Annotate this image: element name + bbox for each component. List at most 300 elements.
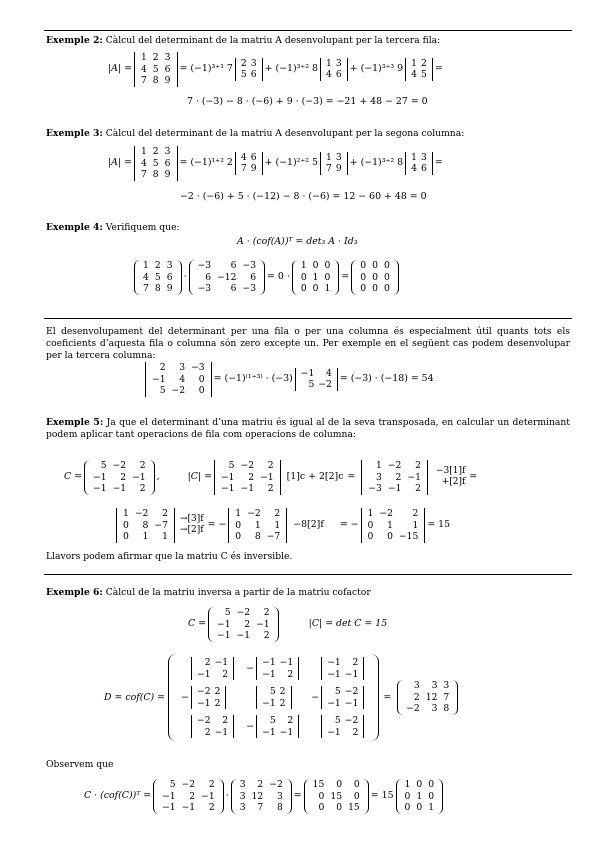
minor-1 <box>235 58 263 81</box>
matrix-entry: −1 <box>327 668 341 680</box>
matrix-entry: 8 <box>443 703 450 715</box>
note-expansion <box>143 362 434 397</box>
matrix-d <box>397 680 458 715</box>
matrix-entry: 3 <box>239 790 246 802</box>
cofactor-minor <box>191 657 234 680</box>
matrix-entry: −1 <box>262 668 276 680</box>
example-4-product <box>132 260 401 295</box>
matrix-entry: 2 <box>415 460 421 471</box>
matrix-entry: 6 <box>164 63 171 75</box>
equals: = <box>469 471 478 483</box>
matrix-entry: −12 <box>217 271 237 283</box>
final-value: = 15 <box>427 519 451 531</box>
matrix-entry: 1 <box>142 531 149 542</box>
matrix-entry: 4 <box>240 151 247 163</box>
matrix-entry: 3 <box>431 680 438 692</box>
matrix-entry: −1 <box>214 657 229 668</box>
matrix-entry: −2 <box>171 385 186 396</box>
equals: = <box>383 691 392 703</box>
term-1: = (−1)³⁺¹ 7 <box>179 63 233 75</box>
matrix-entry: 3 <box>335 57 342 69</box>
cofactor-grid <box>176 654 371 741</box>
matrix-entry: −1 <box>152 373 166 385</box>
matrix-entry: 5 <box>152 63 159 75</box>
det-matrix <box>134 146 178 181</box>
matrix-entry: −1 <box>197 697 211 709</box>
matrix-entry: 1 <box>312 271 319 283</box>
cofactor-sign: − <box>246 662 254 674</box>
matrix-entry: 4 <box>411 163 417 175</box>
example-text: Càlcul del determinant de la matriu A desenvolupant per la segona columna: <box>105 128 465 139</box>
matrix-entry: 0 <box>353 779 360 790</box>
matrix-entry: 5 <box>420 69 427 81</box>
matrix-entry: 2 <box>279 697 286 709</box>
minor-3 <box>405 58 433 81</box>
matrix-entry: 1 <box>326 151 332 163</box>
minor-2 <box>320 58 348 81</box>
matrix-entry: 0 <box>353 790 360 802</box>
matrix-entry: −1 <box>214 726 229 738</box>
matrix-entry: 2 <box>222 668 229 680</box>
cofactor-minor <box>256 657 299 680</box>
matrix-entry: 1 <box>162 531 168 542</box>
matrix-entry: 0 <box>123 519 129 531</box>
matrix-entry: −1 <box>300 367 315 379</box>
matrix-entry: 0 <box>318 802 325 813</box>
cofactor-minor <box>321 715 364 738</box>
matrix-entry: −2 <box>387 460 402 471</box>
matrix-entry: −2 <box>269 779 283 790</box>
matrix-entry: 0 <box>372 283 378 294</box>
identity-statement: A · (cof(A))ᵀ = det₃ A · Id₃ <box>237 236 358 247</box>
matrix-entry: 5 <box>152 157 159 169</box>
det-lhs: |C| = <box>187 471 212 483</box>
matrix-entry: −3 <box>197 283 212 294</box>
matrix-entry: −1 <box>327 657 341 668</box>
matrix-entry: 5 <box>159 385 166 396</box>
matrix-entry: 2 <box>204 726 211 738</box>
minor-3 <box>405 152 433 175</box>
equals-15: = 15 <box>370 790 394 802</box>
matrix-entry: −1 <box>279 657 294 668</box>
matrix-entry: 7 <box>257 802 264 813</box>
matrix-entry: 8 <box>142 519 149 531</box>
matrix-entry: 5 <box>334 686 341 697</box>
matrix-entry: 3 <box>164 52 171 63</box>
example-6-verification <box>84 779 445 814</box>
matrix-entry: −15 <box>398 531 419 542</box>
det-matrix <box>134 52 178 87</box>
matrix-entry: 3 <box>239 802 246 813</box>
example-label: Exemple 4: <box>46 222 103 233</box>
matrix-entry: 6 <box>166 271 173 283</box>
matrix-entry: −1 <box>344 697 359 709</box>
matrix-entry: 1 <box>300 260 307 271</box>
c-lhs: C = <box>64 471 83 483</box>
matrix-entry: 2 <box>267 483 274 494</box>
det-step-2 <box>361 460 428 495</box>
matrix-entry: 2 <box>263 630 270 641</box>
matrix-entry: 12 <box>251 790 264 802</box>
matrix-entry: −1 <box>256 618 270 630</box>
matrix-entry: 0 <box>383 283 390 294</box>
matrix-entry: 0 <box>360 283 367 294</box>
matrix-c <box>208 607 279 642</box>
matrix-entry: 6 <box>230 260 237 271</box>
matrix-entry: −2 <box>236 607 251 618</box>
divider <box>44 318 572 319</box>
example-text: Verifiquem que: <box>105 222 180 233</box>
minor-1 <box>295 368 338 391</box>
equals: = <box>347 471 356 483</box>
matrix-entry: −1 <box>407 471 421 483</box>
example-2-result: 7 · (−3) − 8 · (−6) + 9 · (−3) = −21 + 48 − 27 = 0 <box>187 96 428 107</box>
example-6-heading <box>46 587 570 599</box>
observe-label: Observem que <box>46 759 114 770</box>
matrix-entry: −1 <box>344 668 359 680</box>
matrix-entry: 7 <box>240 163 247 175</box>
matrix-entry: 7 <box>143 283 149 294</box>
matrix-entry: −1 <box>327 697 341 709</box>
matrix-entry: −7 <box>154 519 168 531</box>
matrix-entry: 0 <box>318 790 325 802</box>
matrix-entry: 15 <box>348 802 360 813</box>
matrix-entry: 1 <box>123 508 129 519</box>
matrix-entry: 2 <box>352 657 359 668</box>
matrix-entry: 0 <box>367 519 374 531</box>
matrix-entry: 0 <box>416 779 423 790</box>
matrix-entry: 2 <box>415 483 421 494</box>
dot: · <box>225 790 229 802</box>
matrix-entry: 4 <box>140 63 147 75</box>
matrix-entry: 0 <box>383 271 390 283</box>
matrix-entry: 0 <box>360 271 367 283</box>
matrix-entry: 7 <box>326 163 332 175</box>
matrix-entry: 4 <box>179 373 186 385</box>
matrix-entry: 15 <box>312 779 325 790</box>
cofactor-sign: − <box>246 720 254 732</box>
row-op-3: −8[2]f <box>293 519 324 531</box>
matrix-entry: 5 <box>154 271 161 283</box>
lhs: |A| = <box>108 63 132 75</box>
matrix-entry: −2 <box>240 460 255 471</box>
matrix-entry: 2 <box>159 362 166 373</box>
det-step-1 <box>214 460 281 495</box>
det-step-4 <box>228 508 287 543</box>
d-lhs: D = cof(C) = <box>104 691 166 703</box>
matrix-entry: −1 <box>262 657 276 668</box>
matrix-entry: 2 <box>257 779 264 790</box>
equals: = <box>341 271 350 283</box>
minor-2 <box>320 152 348 175</box>
example-5-heading <box>46 417 570 441</box>
matrix-entry: 0 <box>300 271 307 283</box>
matrix-entry: −1 <box>262 697 276 709</box>
matrix-entry: −1 <box>93 483 107 494</box>
product-matrix <box>304 779 369 814</box>
matrix-a <box>134 260 182 295</box>
matrix-entry: 1 <box>404 779 411 790</box>
matrix-entry: 6 <box>335 69 342 81</box>
matrix-entry: −1 <box>260 471 274 483</box>
matrix-entry: −1 <box>217 630 231 641</box>
matrix-entry: 2 <box>222 715 229 726</box>
matrix-entry: 0 <box>336 802 343 813</box>
example-4-heading <box>46 222 570 234</box>
matrix-entry: −2 <box>344 686 359 697</box>
matrix-entry: −1 <box>93 471 107 483</box>
matrix-entry: −1 <box>162 802 176 813</box>
row-swap-1: →[3]f <box>179 514 204 525</box>
matrix-entry: −3 <box>191 362 205 373</box>
matrix-entry: 2 <box>139 460 146 471</box>
matrix-entry: −2 <box>112 460 127 471</box>
matrix-entry: −2 <box>318 379 332 391</box>
term-2: + (−1)²⁺² 5 <box>264 157 319 169</box>
matrix-entry: 5 <box>308 379 315 391</box>
row-op-1: −3[1]f <box>435 466 466 477</box>
matrix-entry: 2 <box>263 607 270 618</box>
term-3: + (−1)³⁺² 8 <box>349 157 404 169</box>
matrix-entry: 3 <box>420 151 427 163</box>
matrix-entry: 2 <box>267 460 274 471</box>
matrix-entry: 8 <box>152 75 159 86</box>
matrix-entry: 1 <box>428 802 435 813</box>
matrix-entry: 4 <box>140 157 147 169</box>
term-2: + (−1)³⁺² 8 <box>264 63 319 75</box>
matrix-entry: −1 <box>201 790 215 802</box>
matrix-entry: 4 <box>326 367 332 379</box>
matrix-entry: −1 <box>217 618 231 630</box>
matrix-entry: 0 <box>383 260 390 271</box>
term-1: = (−1)¹⁺² 2 <box>179 157 233 169</box>
matrix-entry: 0 <box>312 283 319 294</box>
matrix-entry: 3 <box>431 703 438 715</box>
matrix-entry: −3 <box>242 260 257 271</box>
matrix-entry: 1 <box>367 508 374 519</box>
matrix-entry: 5 <box>169 779 176 790</box>
example-text: Ja que el determinant d’una matriu és igual al de la seva transposada, en calcular un determinant podem aplicar tant operacions de fila com operacions de columna: <box>46 417 570 441</box>
example-3-expansion <box>108 146 443 181</box>
matrix-entry: 6 <box>164 157 171 169</box>
row-op-2: +[2]f <box>441 477 466 488</box>
matrix-c <box>84 460 155 495</box>
matrix-entry: 1 <box>140 146 147 157</box>
product-lhs: C · (cof(C))ᵀ = <box>84 790 152 802</box>
matrix-entry: 0 <box>198 373 205 385</box>
matrix-entry: 0 <box>300 283 307 294</box>
matrix-entry: 3 <box>443 680 450 692</box>
matrix-entry: −2 <box>379 508 393 519</box>
matrix-entry: 2 <box>214 686 221 697</box>
matrix-entry: −1 <box>387 483 402 494</box>
equals: = <box>293 790 302 802</box>
matrix-entry: 0 <box>367 531 374 542</box>
cofactor-minor <box>256 715 299 738</box>
minor-1 <box>235 152 263 175</box>
matrix-entry: 7 <box>443 691 450 703</box>
matrix-entry: 6 <box>420 163 427 175</box>
cofactor-minor <box>191 686 226 709</box>
matrix-entry: 0 <box>387 531 393 542</box>
cofactor-minor <box>191 715 234 738</box>
matrix-entry: −3 <box>368 483 382 494</box>
matrix-entry: 1 <box>140 52 147 63</box>
matrix-entry: −1 <box>132 471 146 483</box>
matrix-entry: −1 <box>162 790 176 802</box>
divider <box>44 574 572 575</box>
cofactor-transpose <box>189 260 265 295</box>
matrix-entry: −1 <box>112 483 127 494</box>
matrix-entry: 2 <box>395 471 402 483</box>
matrix-entry: −2 <box>134 508 149 519</box>
example-label: Exemple 5: <box>46 417 104 428</box>
matrix-entry: 9 <box>164 75 171 86</box>
example-6-cofactor <box>104 654 460 741</box>
cofactor-transpose <box>231 779 292 814</box>
matrix-entry: 2 <box>244 618 251 630</box>
example-5-line-2 <box>114 508 450 543</box>
matrix-entry: −1 <box>240 483 255 494</box>
equals-minus: = − <box>339 519 359 531</box>
example-label: Exemple 2: <box>46 35 103 46</box>
det-step-5 <box>361 508 426 543</box>
matrix-entry: 2 <box>208 779 215 790</box>
matrix-entry: 0 <box>336 779 343 790</box>
matrix-entry: 2 <box>120 471 127 483</box>
result: = (−3) · (−18) = 54 <box>339 373 434 385</box>
matrix-entry: 2 <box>214 697 221 709</box>
matrix-entry: 1 <box>412 519 419 531</box>
matrix-entry: 1 <box>326 57 332 69</box>
matrix-entry: 5 <box>100 460 107 471</box>
matrix-entry: 2 <box>208 802 215 813</box>
matrix-entry: 3 <box>250 57 257 69</box>
matrix-entry: 1 <box>274 519 281 531</box>
equals-minus: = − <box>207 519 227 531</box>
example-3-heading <box>46 128 570 140</box>
matrix-entry: 4 <box>411 69 417 81</box>
matrix-entry: 5 <box>228 460 235 471</box>
matrix-entry: 2 <box>412 508 419 519</box>
matrix-entry: 2 <box>413 691 420 703</box>
equals: = <box>434 63 443 75</box>
matrix-entry: 5 <box>269 715 276 726</box>
matrix-entry: 1 <box>324 283 331 294</box>
identity-matrix <box>292 260 340 295</box>
matrix-entry: 5 <box>334 715 341 726</box>
matrix-entry: 3 <box>276 790 283 802</box>
matrix-entry: 3 <box>239 779 246 790</box>
zero-matrix <box>351 260 399 295</box>
matrix-entry: 9 <box>164 169 171 180</box>
matrix-entry: −2 <box>197 686 211 697</box>
matrix-entry: 1 <box>411 151 417 163</box>
matrix-entry: 2 <box>139 483 146 494</box>
matrix-entry: −2 <box>181 779 196 790</box>
matrix-entry: 7 <box>140 169 147 180</box>
matrix-entry: −7 <box>266 531 281 542</box>
matrix-entry: −2 <box>344 715 359 726</box>
matrix-entry: 6 <box>205 271 212 283</box>
matrix-entry: 1 <box>254 519 261 531</box>
c-lhs: C = <box>188 618 207 630</box>
matrix-entry: 5 <box>224 607 231 618</box>
cofactor-minor <box>321 686 364 709</box>
example-2-heading <box>46 35 570 47</box>
det-matrix <box>145 362 212 397</box>
matrix-entry: 12 <box>425 691 438 703</box>
matrix-entry: 0 <box>324 271 331 283</box>
matrix-entry: 0 <box>372 271 378 283</box>
matrix-entry: 0 <box>372 260 378 271</box>
matrix-entry: 0 <box>428 790 435 802</box>
matrix-entry: −1 <box>220 483 235 494</box>
matrix-entry: 0 <box>235 531 242 542</box>
cofactor-sign: − <box>311 691 320 703</box>
matrix-entry: 3 <box>179 362 186 373</box>
matrix-entry: 8 <box>154 283 161 294</box>
matrix-entry: 0 <box>428 779 435 790</box>
matrix-entry: 2 <box>152 146 159 157</box>
matrix-entry: −1 <box>327 726 341 738</box>
matrix-entry: 0 <box>235 519 242 531</box>
example-5-conclusion: Llavors podem afirmar que la matriu C és inversible. <box>46 551 293 562</box>
matrix-entry: 2 <box>152 52 159 63</box>
matrix-entry: 1 <box>376 460 382 471</box>
cofactor-sign: − <box>181 691 189 703</box>
matrix-entry: 6 <box>250 151 257 163</box>
matrix-entry: −1 <box>197 668 211 680</box>
example-6-matrix-c <box>188 607 387 642</box>
matrix-entry: 5 <box>240 69 247 81</box>
matrix-entry: 1 <box>387 519 393 531</box>
matrix-entry: 6 <box>250 271 257 283</box>
matrix-entry: 4 <box>326 69 332 81</box>
matrix-entry: 2 <box>162 508 168 519</box>
matrix-entry: 3 <box>335 151 342 163</box>
example-text: Càlcul del determinant de la matriu A desenvolupant per la tercera fila: <box>105 35 441 46</box>
matrix-entry: 0 <box>198 385 205 396</box>
matrix-entry: 1 <box>411 57 417 69</box>
equals: = <box>434 157 443 169</box>
column-op: [1]c + 2[2]c <box>286 471 344 483</box>
matrix-entry: 0 <box>324 260 331 271</box>
matrix-entry: 0 <box>312 260 319 271</box>
matrix-entry: 0 <box>404 802 411 813</box>
matrix-entry: −1 <box>181 802 196 813</box>
matrix-entry: 5 <box>269 686 276 697</box>
term-3: + (−1)³⁺³ 9 <box>349 63 404 75</box>
example-text: Càlcul de la matriu inversa a partir de la matriu cofactor <box>105 587 371 598</box>
matrix-entry: 1 <box>143 260 149 271</box>
example-2-expansion <box>108 52 443 87</box>
matrix-entry: 2 <box>279 686 286 697</box>
comma: , <box>156 471 160 483</box>
matrix-entry: 8 <box>152 169 159 180</box>
matrix-entry: −3 <box>242 283 257 294</box>
matrix-entry: 2 <box>287 715 294 726</box>
matrix-entry: 0 <box>404 790 411 802</box>
matrix-entry: 2 <box>248 471 255 483</box>
matrix-entry: 6 <box>230 283 237 294</box>
matrix-entry: 2 <box>204 657 211 668</box>
matrix-entry: 2 <box>420 57 427 69</box>
matrix-entry: −2 <box>406 703 420 715</box>
matrix-entry: 7 <box>140 75 147 86</box>
row-swap-2: →[2]f <box>179 525 204 536</box>
matrix-entry: −1 <box>220 471 235 483</box>
